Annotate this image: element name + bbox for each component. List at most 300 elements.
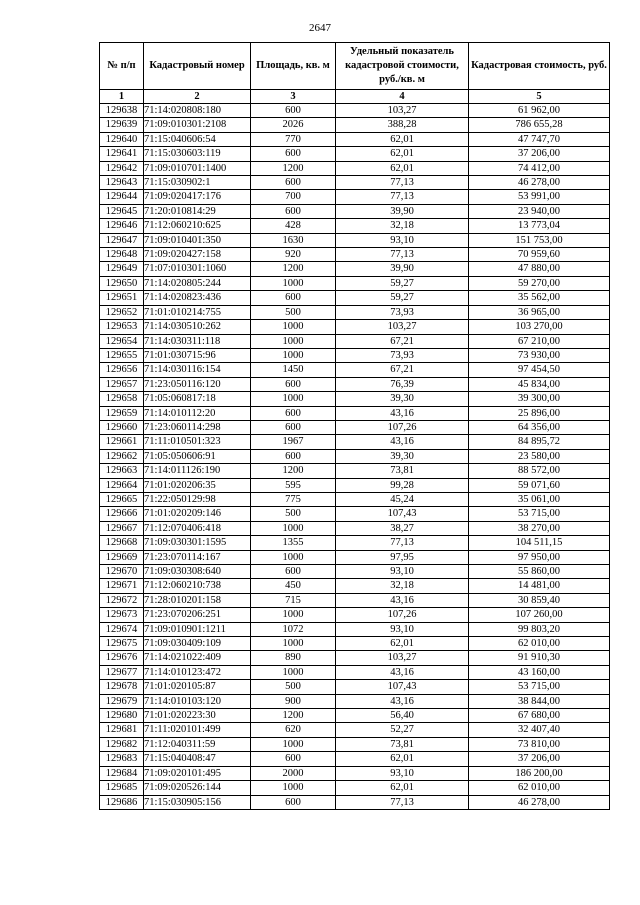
area-cell: 1630 [251, 233, 336, 247]
row-number-cell: 129683 [100, 752, 144, 766]
row-number-cell: 129655 [100, 348, 144, 362]
cadastral-number-cell: 71:09:010701:1400 [144, 161, 251, 175]
cadastral-cost-cell: 45 834,00 [469, 377, 610, 391]
specific-indicator-cell: 38,27 [336, 521, 469, 535]
table-row [100, 392, 610, 406]
row-number-cell: 129665 [100, 492, 144, 506]
area-cell: 500 [251, 305, 336, 319]
row-number-cell: 129679 [100, 694, 144, 708]
row-number-cell: 129643 [100, 176, 144, 190]
cadastral-number-cell: 71:14:010103:120 [144, 694, 251, 708]
table-row [100, 478, 610, 492]
table-row [100, 766, 610, 780]
cadastral-number-cell: 71:01:020206:35 [144, 478, 251, 492]
specific-indicator-cell: 43,16 [336, 406, 469, 420]
cadastral-cost-cell: 53 715,00 [469, 680, 610, 694]
cadastral-cost-cell: 38 270,00 [469, 521, 610, 535]
area-cell: 1355 [251, 536, 336, 550]
cadastral-cost-cell: 46 278,00 [469, 795, 610, 809]
table-row [100, 579, 610, 593]
header-area: Площадь, кв. м [251, 43, 336, 90]
header-row-number: № п/п [100, 43, 144, 90]
row-number-cell: 129662 [100, 449, 144, 463]
table-row [100, 233, 610, 247]
table-row [100, 132, 610, 146]
row-number-cell: 129647 [100, 233, 144, 247]
cadastral-cost-cell: 53 715,00 [469, 507, 610, 521]
cadastral-cost-cell: 104 511,15 [469, 536, 610, 550]
row-number-cell: 129638 [100, 104, 144, 118]
specific-indicator-cell: 39,90 [336, 262, 469, 276]
cadastral-table [99, 42, 610, 810]
area-cell: 620 [251, 723, 336, 737]
cadastral-cost-cell: 47 880,00 [469, 262, 610, 276]
cadastral-cost-cell: 186 200,00 [469, 766, 610, 780]
cadastral-number-cell: 71:14:010123:472 [144, 665, 251, 679]
column-number-row [100, 90, 610, 104]
specific-indicator-cell: 107,43 [336, 680, 469, 694]
table-row [100, 709, 610, 723]
specific-indicator-cell: 77,13 [336, 176, 469, 190]
column-number: 4 [336, 90, 469, 104]
area-cell: 775 [251, 492, 336, 506]
row-number-cell: 129661 [100, 435, 144, 449]
table-row [100, 104, 610, 118]
area-cell: 600 [251, 795, 336, 809]
cadastral-number-cell: 71:23:050116:120 [144, 377, 251, 391]
area-cell: 500 [251, 507, 336, 521]
cadastral-number-cell: 71:14:020805:244 [144, 276, 251, 290]
header-specific-indicator: Удельный показатель кадастровой стоимости, руб./кв. м [336, 43, 469, 90]
table-row [100, 291, 610, 305]
table-row [100, 449, 610, 463]
cadastral-number-cell: 71:09:010301:2108 [144, 118, 251, 132]
row-number-cell: 129653 [100, 320, 144, 334]
area-cell: 1000 [251, 320, 336, 334]
cadastral-cost-cell: 88 572,00 [469, 464, 610, 478]
cadastral-cost-cell: 61 962,00 [469, 104, 610, 118]
cadastral-cost-cell: 38 844,00 [469, 694, 610, 708]
row-number-cell: 129650 [100, 276, 144, 290]
area-cell: 1000 [251, 276, 336, 290]
row-number-cell: 129658 [100, 392, 144, 406]
cadastral-cost-cell: 91 910,30 [469, 651, 610, 665]
row-number-cell: 129652 [100, 305, 144, 319]
specific-indicator-cell: 93,10 [336, 233, 469, 247]
row-number-cell: 129673 [100, 608, 144, 622]
cadastral-cost-cell: 36 965,00 [469, 305, 610, 319]
cadastral-cost-cell: 23 580,00 [469, 449, 610, 463]
area-cell: 600 [251, 565, 336, 579]
cadastral-cost-cell: 32 407,40 [469, 723, 610, 737]
area-cell: 1200 [251, 709, 336, 723]
area-cell: 600 [251, 204, 336, 218]
table-row [100, 348, 610, 362]
area-cell: 1000 [251, 392, 336, 406]
cadastral-cost-cell: 107 260,00 [469, 608, 610, 622]
table-row [100, 565, 610, 579]
row-number-cell: 129675 [100, 637, 144, 651]
row-number-cell: 129680 [100, 709, 144, 723]
row-number-cell: 129670 [100, 565, 144, 579]
cadastral-number-cell: 71:12:060210:738 [144, 579, 251, 593]
table-row [100, 593, 610, 607]
specific-indicator-cell: 45,24 [336, 492, 469, 506]
specific-indicator-cell: 103,27 [336, 320, 469, 334]
specific-indicator-cell: 62,01 [336, 752, 469, 766]
row-number-cell: 129674 [100, 622, 144, 636]
table-row [100, 248, 610, 262]
area-cell: 600 [251, 406, 336, 420]
area-cell: 715 [251, 593, 336, 607]
table-row [100, 795, 610, 809]
specific-indicator-cell: 52,27 [336, 723, 469, 737]
cadastral-number-cell: 71:23:070114:167 [144, 550, 251, 564]
specific-indicator-cell: 73,93 [336, 348, 469, 362]
table-row [100, 521, 610, 535]
area-cell: 770 [251, 132, 336, 146]
row-number-cell: 129656 [100, 363, 144, 377]
cadastral-number-cell: 71:05:050606:91 [144, 449, 251, 463]
cadastral-number-cell: 71:12:070406:418 [144, 521, 251, 535]
cadastral-number-cell: 71:14:030116:154 [144, 363, 251, 377]
cadastral-number-cell: 71:09:010401:350 [144, 233, 251, 247]
area-cell: 1000 [251, 521, 336, 535]
specific-indicator-cell: 62,01 [336, 147, 469, 161]
table-body [100, 104, 610, 810]
area-cell: 1000 [251, 334, 336, 348]
cadastral-number-cell: 71:15:030905:156 [144, 795, 251, 809]
cadastral-cost-cell: 73 810,00 [469, 737, 610, 751]
row-number-cell: 129682 [100, 737, 144, 751]
specific-indicator-cell: 62,01 [336, 132, 469, 146]
cadastral-cost-cell: 62 010,00 [469, 781, 610, 795]
specific-indicator-cell: 43,16 [336, 694, 469, 708]
table-row [100, 334, 610, 348]
specific-indicator-cell: 107,26 [336, 420, 469, 434]
specific-indicator-cell: 32,18 [336, 579, 469, 593]
table-row [100, 752, 610, 766]
specific-indicator-cell: 97,95 [336, 550, 469, 564]
specific-indicator-cell: 107,26 [336, 608, 469, 622]
table-row [100, 723, 610, 737]
cadastral-cost-cell: 25 896,00 [469, 406, 610, 420]
specific-indicator-cell: 77,13 [336, 795, 469, 809]
row-number-cell: 129677 [100, 665, 144, 679]
cadastral-number-cell: 71:09:020427:158 [144, 248, 251, 262]
table-row [100, 276, 610, 290]
specific-indicator-cell: 103,27 [336, 104, 469, 118]
cadastral-cost-cell: 14 481,00 [469, 579, 610, 593]
specific-indicator-cell: 67,21 [336, 334, 469, 348]
cadastral-cost-cell: 97 950,00 [469, 550, 610, 564]
table-row [100, 680, 610, 694]
cadastral-cost-cell: 47 747,70 [469, 132, 610, 146]
row-number-cell: 129686 [100, 795, 144, 809]
cadastral-number-cell: 71:01:020105:87 [144, 680, 251, 694]
column-number: 2 [144, 90, 251, 104]
area-cell: 2000 [251, 766, 336, 780]
area-cell: 1200 [251, 262, 336, 276]
table-row [100, 204, 610, 218]
cadastral-cost-cell: 103 270,00 [469, 320, 610, 334]
cadastral-number-cell: 71:28:010201:158 [144, 593, 251, 607]
cadastral-cost-cell: 151 753,00 [469, 233, 610, 247]
cadastral-cost-cell: 43 160,00 [469, 665, 610, 679]
column-number: 5 [469, 90, 610, 104]
cadastral-number-cell: 71:14:021022:409 [144, 651, 251, 665]
row-number-cell: 129649 [100, 262, 144, 276]
table-row [100, 665, 610, 679]
cadastral-number-cell: 71:15:030902:1 [144, 176, 251, 190]
row-number-cell: 129685 [100, 781, 144, 795]
cadastral-cost-cell: 67 680,00 [469, 709, 610, 723]
header-row [100, 43, 610, 90]
area-cell: 600 [251, 420, 336, 434]
area-cell: 1000 [251, 348, 336, 362]
area-cell: 600 [251, 291, 336, 305]
specific-indicator-cell: 62,01 [336, 781, 469, 795]
table-row [100, 622, 610, 636]
cadastral-cost-cell: 37 206,00 [469, 752, 610, 766]
specific-indicator-cell: 103,27 [336, 651, 469, 665]
specific-indicator-cell: 77,13 [336, 536, 469, 550]
specific-indicator-cell: 73,81 [336, 737, 469, 751]
cadastral-number-cell: 71:01:020209:146 [144, 507, 251, 521]
specific-indicator-cell: 59,27 [336, 291, 469, 305]
row-number-cell: 129657 [100, 377, 144, 391]
row-number-cell: 129645 [100, 204, 144, 218]
cadastral-number-cell: 71:11:010501:323 [144, 435, 251, 449]
table-row [100, 435, 610, 449]
cadastral-cost-cell: 35 562,00 [469, 291, 610, 305]
area-cell: 1000 [251, 665, 336, 679]
area-cell: 1000 [251, 737, 336, 751]
area-cell: 700 [251, 190, 336, 204]
row-number-cell: 129639 [100, 118, 144, 132]
cadastral-number-cell: 71:14:011126:190 [144, 464, 251, 478]
specific-indicator-cell: 39,90 [336, 204, 469, 218]
area-cell: 600 [251, 377, 336, 391]
row-number-cell: 129642 [100, 161, 144, 175]
cadastral-cost-cell: 99 803,20 [469, 622, 610, 636]
specific-indicator-cell: 77,13 [336, 248, 469, 262]
area-cell: 600 [251, 752, 336, 766]
row-number-cell: 129651 [100, 291, 144, 305]
cadastral-number-cell: 71:12:060210:625 [144, 219, 251, 233]
cadastral-number-cell: 71:14:030311:118 [144, 334, 251, 348]
row-number-cell: 129640 [100, 132, 144, 146]
area-cell: 1000 [251, 608, 336, 622]
cadastral-number-cell: 71:20:010814:29 [144, 204, 251, 218]
table-row [100, 305, 610, 319]
cadastral-number-cell: 71:07:010301:1060 [144, 262, 251, 276]
row-number-cell: 129660 [100, 420, 144, 434]
cadastral-cost-cell: 13 773,04 [469, 219, 610, 233]
cadastral-cost-cell: 64 356,00 [469, 420, 610, 434]
cadastral-cost-cell: 62 010,00 [469, 637, 610, 651]
table-row [100, 637, 610, 651]
row-number-cell: 129648 [100, 248, 144, 262]
row-number-cell: 129641 [100, 147, 144, 161]
cadastral-cost-cell: 786 655,28 [469, 118, 610, 132]
row-number-cell: 129678 [100, 680, 144, 694]
cadastral-number-cell: 71:23:060114:298 [144, 420, 251, 434]
specific-indicator-cell: 32,18 [336, 219, 469, 233]
cadastral-number-cell: 71:09:030308:640 [144, 565, 251, 579]
area-cell: 428 [251, 219, 336, 233]
row-number-cell: 129666 [100, 507, 144, 521]
row-number-cell: 129667 [100, 521, 144, 535]
row-number-cell: 129669 [100, 550, 144, 564]
cadastral-number-cell: 71:01:030715:96 [144, 348, 251, 362]
specific-indicator-cell: 107,43 [336, 507, 469, 521]
cadastral-number-cell: 71:14:030510:262 [144, 320, 251, 334]
cadastral-number-cell: 71:12:040311:59 [144, 737, 251, 751]
cadastral-cost-cell: 23 940,00 [469, 204, 610, 218]
table-row [100, 118, 610, 132]
table-row [100, 492, 610, 506]
row-number-cell: 129644 [100, 190, 144, 204]
area-cell: 1000 [251, 637, 336, 651]
specific-indicator-cell: 93,10 [336, 766, 469, 780]
specific-indicator-cell: 62,01 [336, 161, 469, 175]
table-row [100, 176, 610, 190]
table-row [100, 550, 610, 564]
area-cell: 600 [251, 449, 336, 463]
cadastral-cost-cell: 39 300,00 [469, 392, 610, 406]
table-row [100, 363, 610, 377]
area-cell: 600 [251, 147, 336, 161]
row-number-cell: 129668 [100, 536, 144, 550]
specific-indicator-cell: 43,16 [336, 435, 469, 449]
area-cell: 595 [251, 478, 336, 492]
area-cell: 450 [251, 579, 336, 593]
table-row [100, 147, 610, 161]
specific-indicator-cell: 39,30 [336, 449, 469, 463]
specific-indicator-cell: 99,28 [336, 478, 469, 492]
area-cell: 900 [251, 694, 336, 708]
specific-indicator-cell: 73,81 [336, 464, 469, 478]
specific-indicator-cell: 39,30 [336, 392, 469, 406]
cadastral-number-cell: 71:09:030409:109 [144, 637, 251, 651]
area-cell: 1200 [251, 161, 336, 175]
area-cell: 500 [251, 680, 336, 694]
cadastral-number-cell: 71:15:040606:54 [144, 132, 251, 146]
row-number-cell: 129654 [100, 334, 144, 348]
cadastral-number-cell: 71:09:010901:1211 [144, 622, 251, 636]
specific-indicator-cell: 77,13 [336, 190, 469, 204]
table-row [100, 536, 610, 550]
header-cadastral-number: Кадастровый номер [144, 43, 251, 90]
area-cell: 600 [251, 176, 336, 190]
cadastral-cost-cell: 59 071,60 [469, 478, 610, 492]
area-cell: 1000 [251, 781, 336, 795]
row-number-cell: 129672 [100, 593, 144, 607]
cadastral-number-cell: 71:23:070206:251 [144, 608, 251, 622]
table-row [100, 420, 610, 434]
cadastral-number-cell: 71:22:050129:98 [144, 492, 251, 506]
specific-indicator-cell: 43,16 [336, 593, 469, 607]
specific-indicator-cell: 62,01 [336, 637, 469, 651]
area-cell: 1072 [251, 622, 336, 636]
row-number-cell: 129659 [100, 406, 144, 420]
table-row [100, 737, 610, 751]
row-number-cell: 129681 [100, 723, 144, 737]
cadastral-number-cell: 71:14:010112:20 [144, 406, 251, 420]
specific-indicator-cell: 56,40 [336, 709, 469, 723]
cadastral-number-cell: 71:09:030301:1595 [144, 536, 251, 550]
area-cell: 1450 [251, 363, 336, 377]
area-cell: 890 [251, 651, 336, 665]
row-number-cell: 129646 [100, 219, 144, 233]
specific-indicator-cell: 43,16 [336, 665, 469, 679]
specific-indicator-cell: 388,28 [336, 118, 469, 132]
specific-indicator-cell: 93,10 [336, 622, 469, 636]
table-row [100, 507, 610, 521]
table-row [100, 161, 610, 175]
table-row [100, 320, 610, 334]
cadastral-cost-cell: 30 859,40 [469, 593, 610, 607]
cadastral-number-cell: 71:01:010214:755 [144, 305, 251, 319]
cadastral-number-cell: 71:09:020526:144 [144, 781, 251, 795]
specific-indicator-cell: 67,21 [336, 363, 469, 377]
row-number-cell: 129663 [100, 464, 144, 478]
table-row [100, 262, 610, 276]
cadastral-cost-cell: 73 930,00 [469, 348, 610, 362]
row-number-cell: 129676 [100, 651, 144, 665]
area-cell: 920 [251, 248, 336, 262]
table-row [100, 464, 610, 478]
cadastral-number-cell: 71:01:020223:30 [144, 709, 251, 723]
table-row [100, 781, 610, 795]
cadastral-cost-cell: 70 959,60 [469, 248, 610, 262]
row-number-cell: 129671 [100, 579, 144, 593]
specific-indicator-cell: 76,39 [336, 377, 469, 391]
cadastral-cost-cell: 55 860,00 [469, 565, 610, 579]
table-row [100, 694, 610, 708]
table-row [100, 219, 610, 233]
table-row [100, 608, 610, 622]
cadastral-cost-cell: 97 454,50 [469, 363, 610, 377]
cadastral-number-cell: 71:05:060817:18 [144, 392, 251, 406]
cadastral-cost-cell: 35 061,00 [469, 492, 610, 506]
table-row [100, 651, 610, 665]
column-number: 1 [100, 90, 144, 104]
cadastral-cost-cell: 67 210,00 [469, 334, 610, 348]
table-row [100, 377, 610, 391]
cadastral-cost-cell: 59 270,00 [469, 276, 610, 290]
area-cell: 1000 [251, 550, 336, 564]
cadastral-cost-cell: 37 206,00 [469, 147, 610, 161]
row-number-cell: 129664 [100, 478, 144, 492]
area-cell: 2026 [251, 118, 336, 132]
cadastral-number-cell: 71:15:030603:119 [144, 147, 251, 161]
row-number-cell: 129684 [100, 766, 144, 780]
area-cell: 1967 [251, 435, 336, 449]
cadastral-cost-cell: 46 278,00 [469, 176, 610, 190]
cadastral-number-cell: 71:14:020823:436 [144, 291, 251, 305]
specific-indicator-cell: 73,93 [336, 305, 469, 319]
table-row [100, 190, 610, 204]
area-cell: 600 [251, 104, 336, 118]
column-number: 3 [251, 90, 336, 104]
header-cadastral-cost: Кадастровая стоимость, руб. [469, 43, 610, 90]
specific-indicator-cell: 93,10 [336, 565, 469, 579]
cadastral-cost-cell: 74 412,00 [469, 161, 610, 175]
cadastral-number-cell: 71:11:020101:499 [144, 723, 251, 737]
cadastral-number-cell: 71:15:040408:47 [144, 752, 251, 766]
